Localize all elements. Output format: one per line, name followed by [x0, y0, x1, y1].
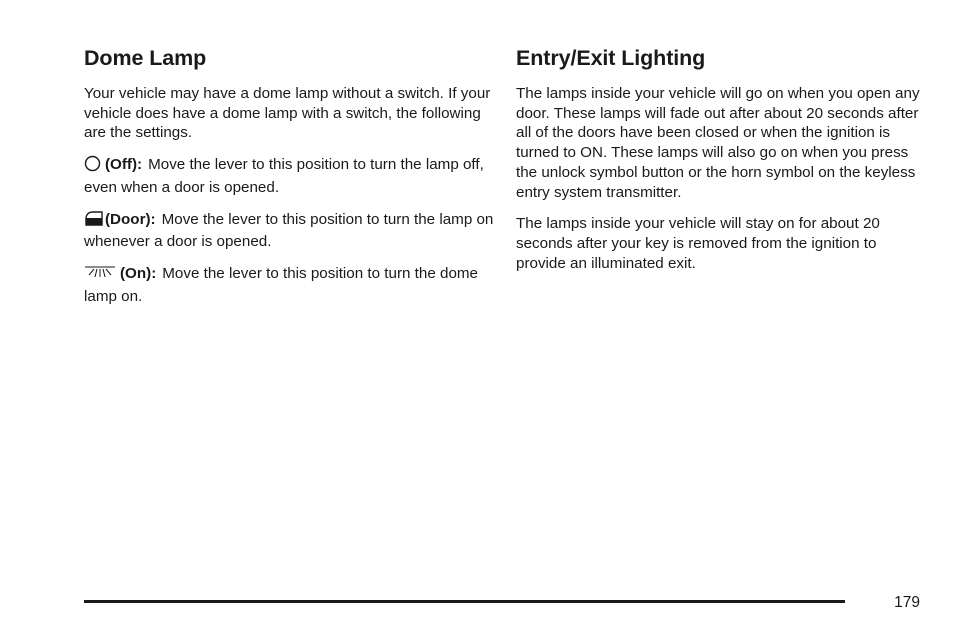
setting-off: [84, 155, 494, 197]
off-circle-icon: [84, 155, 101, 178]
entry-exit-paragraph-1: The lamps inside your vehicle will go on when you open any door. These lamps will fade out after about 20 seconds after all of the doors have been closed or when the ignition is turned to ON. These lamps will also go on when you press the unlock symbol button or the horn symbol on the keyless entry system transmitter.: [516, 85, 920, 201]
dome-lamp-intro: Your vehicle may have a dome lamp without a switch. If your vehicle does have a dome lamp with a switch, the following are the settings.: [84, 85, 491, 142]
setting-door: [84, 210, 494, 252]
setting-on-text: Move the lever to this position to turn the dome lamp on.: [84, 264, 478, 305]
dome-lamp-section: [84, 44, 494, 318]
door-icon: [84, 210, 104, 233]
footer-rule: [84, 600, 845, 603]
setting-off-text: Move the lever to this position to turn the lamp off, even when a door is opened.: [84, 156, 484, 196]
setting-door-label: (Door):: [105, 210, 156, 228]
setting-off-label: (Off):: [105, 156, 143, 174]
dome-lamp-heading: Dome Lamp: [84, 46, 207, 70]
setting-door-text: Move the lever to this position to turn the lamp on whenever a door is opened.: [84, 210, 494, 251]
entry-exit-heading: Entry/Exit Lighting: [516, 46, 706, 70]
entry-exit-section: [516, 44, 926, 285]
setting-on-label: (On):: [120, 264, 157, 282]
dome-light-on-icon: [84, 264, 116, 287]
page-number: 179: [894, 594, 920, 611]
entry-exit-paragraph-2: The lamps inside your vehicle will stay on for about 20 seconds after your key is removed from the ignition to provide an illuminated exit.: [516, 215, 880, 272]
setting-on: [84, 264, 494, 306]
